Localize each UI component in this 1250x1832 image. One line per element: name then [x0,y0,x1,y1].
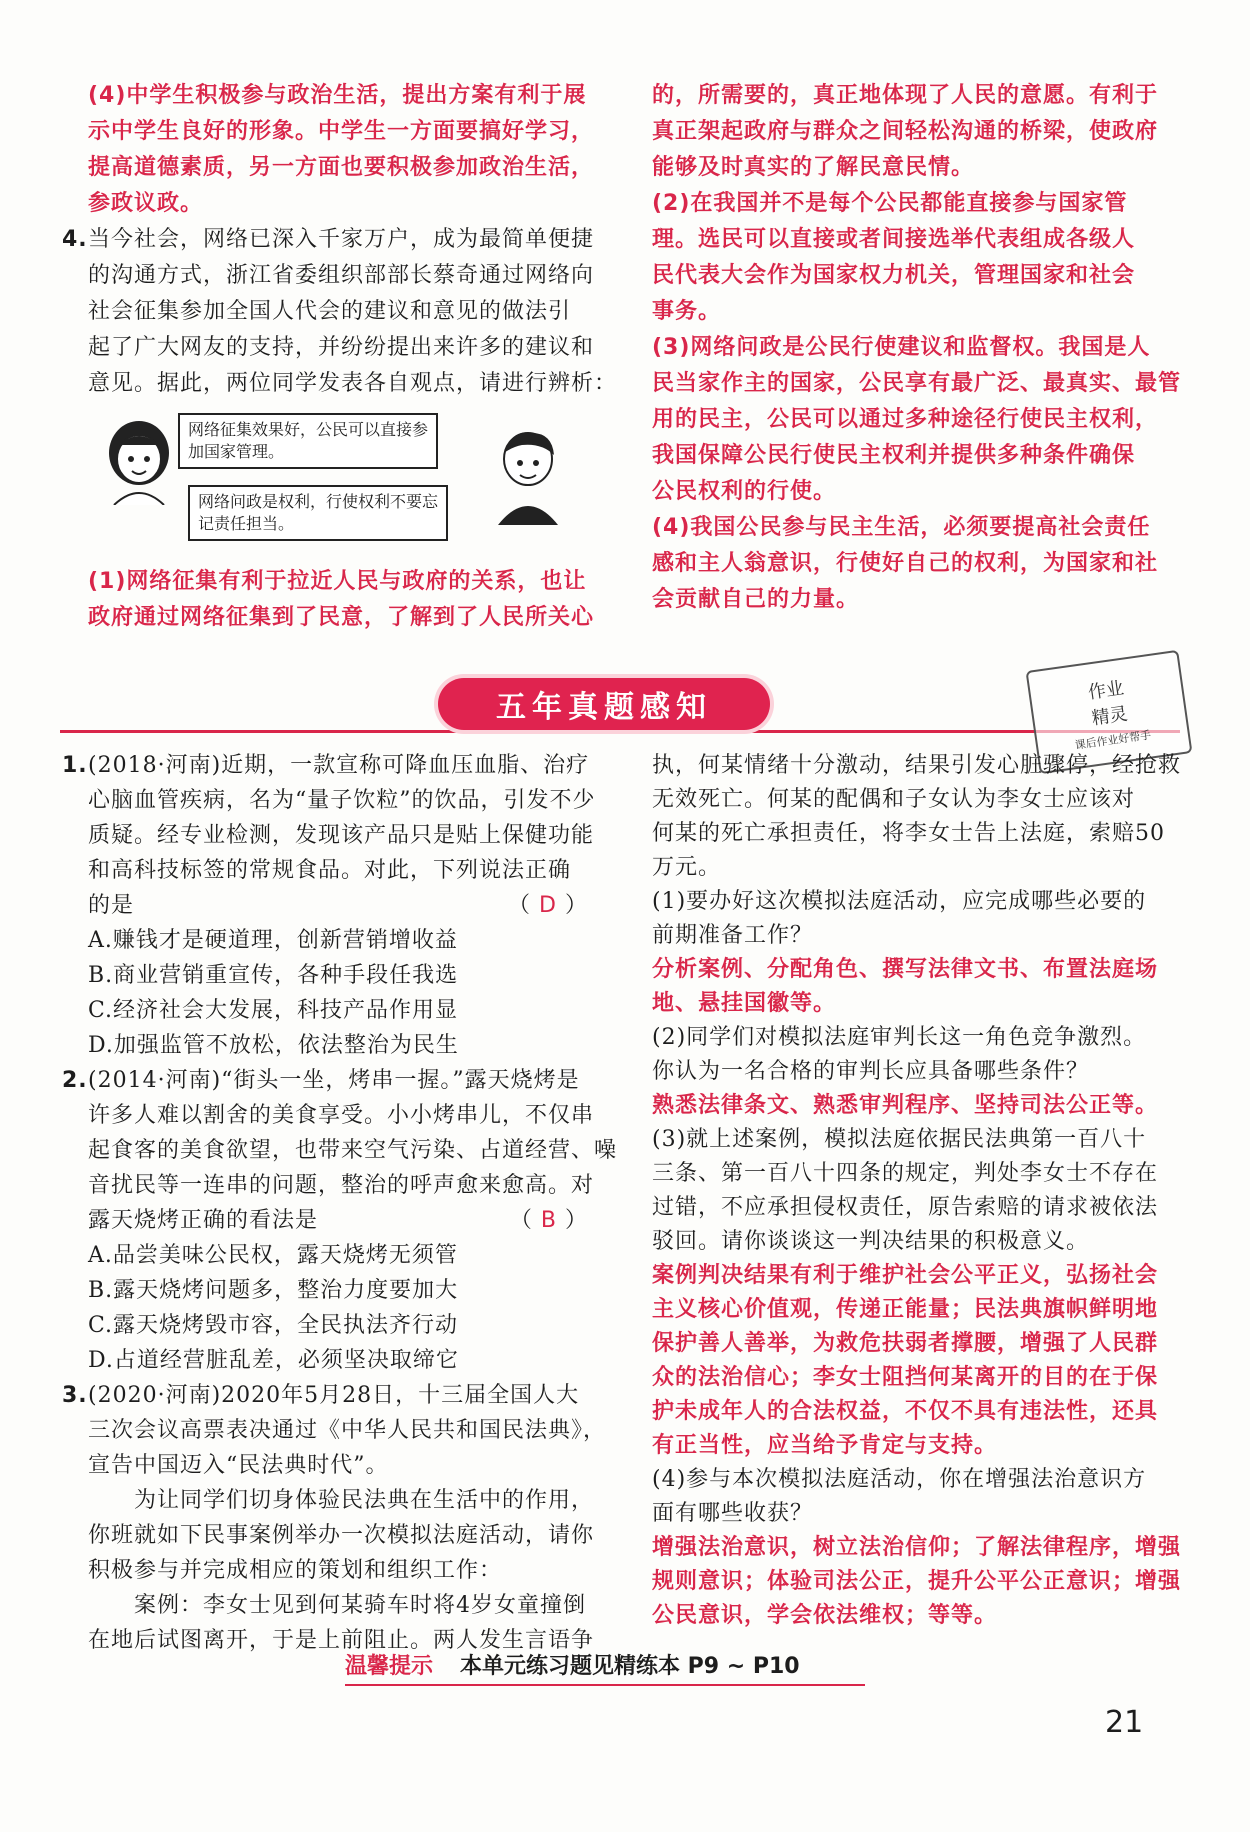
sub-question: 前期准备工作？ [652,923,814,948]
answer-line: (3)网络问政是公民行使建议和监督权。我国是人 [652,335,1151,360]
question-text: 在地后试图离开，于是上前阻止。两人发生言语争 [88,1628,595,1653]
question-text: 执，何某情绪十分激动，结果引发心脏骤停，经抢救 [652,753,1182,778]
question-text: 你班就如下民事案例举办一次模拟法庭活动，请你 [88,1523,595,1548]
question-text: 社会征集参加全国人代会的建议和意见的做法引 [88,299,572,324]
tip-label: 温馨提示 [345,1654,434,1679]
question-number: 2. [62,1068,88,1093]
stamp-slogan: 课后作业好帮手 [1073,728,1152,753]
girl-avatar-icon [100,415,178,505]
stamp-text: 作业 [1086,677,1126,704]
question-text: 当今社会，网络已深入千家万户，成为最简单便捷 [88,227,595,252]
section-divider [60,730,1180,733]
answer-letter: B [540,1208,557,1233]
sub-question: (3)就上述案例，模拟法庭依据民法典第一百八十 [652,1127,1147,1152]
answer-line: 提高道德素质，另一方面也要积极参加政治生活， [88,155,595,180]
speech-bubble-girl [178,413,438,469]
answer-line: 规则意识；体验司法公正，提升公平公正意识；增强 [652,1569,1182,1594]
bubble-text: 记责任担当。 [198,514,295,533]
option: C.经济社会大发展，科技产品作用显 [88,998,459,1023]
answer-line: 能够及时真实的了解民意民情。 [652,155,975,180]
answer-line: 主义核心价值观，传递正能量；民法典旗帜鲜明地 [652,1297,1159,1322]
question-number: 4. [62,227,88,252]
speech-bubble-boy [188,485,448,541]
option: A.赚钱才是硬道理，创新营销增收益 [88,928,458,953]
answer-line: 示中学生良好的形象。中学生一方面要搞好学习， [88,119,595,144]
answer-line: 民代表大会作为国家权力机关，管理国家和社会 [652,263,1136,288]
answer-bracket: （ B ） [509,1208,588,1233]
question-text: 无效死亡。何某的配偶和子女认为李女士应该对 [652,787,1136,812]
sub-question: (4)参与本次模拟法庭活动，你在增强法治意识方 [652,1467,1147,1492]
question-text: 质疑。经专业检测，发现该产品只是贴上保健功能 [88,823,595,848]
question-text: 许多人难以割舍的美食享受。小小烤串儿，不仅串 [88,1103,595,1128]
answer-line: 参政议政。 [88,191,204,216]
option: B.露天烧烤问题多，整治力度要加大 [88,1278,459,1303]
bubble-text: 网络问政是权利，行使权利不要忘 [198,492,439,511]
answer-letter: D [539,893,557,918]
question-number: 1. [62,753,88,778]
option: B.商业营销重宣传，各种手段任我选 [88,963,459,988]
answer-line: 保护善人善举，为救危扶弱者撑腰，增强了人民群 [652,1331,1159,1356]
answer-line: 民当家作主的国家，公民享有最广泛、最真实、最管 [652,371,1182,396]
sub-question: 驳回。请你谈谈这一判决结果的积极意义。 [652,1229,1090,1254]
answer-bracket: （ D ） [508,893,588,918]
question-text: 三次会议高票表决通过《中华人民共和国民法典》， [88,1418,607,1443]
answer-line: 会贡献自己的力量。 [652,587,860,612]
answer-line: (1)网络征集有利于拉近人民与政府的关系，也让 [88,569,587,594]
sub-question: 三条、第一百八十四条的规定，判处李女士不存在 [652,1161,1159,1186]
answer-line: 案例判决结果有利于维护社会公平正义，弘扬社会 [652,1263,1159,1288]
answer-line: (2)在我国并不是每个公民都能直接参与国家管 [652,191,1128,216]
answer-line: 事务。 [652,299,722,324]
sub-question: 面有哪些收获？ [652,1501,814,1526]
sub-question: (1)要办好这次模拟法庭活动，应完成哪些必要的 [652,889,1147,914]
tip-text: 本单元练习题见精练本 P9 ~ P10 [460,1654,800,1679]
question-text: 意见。据此，两位同学发表各自观点，请进行辨析： [88,371,618,396]
boy-avatar-icon [492,425,564,525]
answer-line: 政府通过网络征集到了民意，了解到了人民所关心 [88,605,595,630]
answer-line: 的，所需要的，真正地体现了人民的意愿。有利于 [652,83,1159,108]
question-text: (2018·河南)近期，一款宣称可降血压血脂、治疗 [88,753,590,778]
sub-question: 你认为一名合格的审判长应具备哪些条件？ [652,1059,1090,1084]
answer-line: 护未成年人的合法权益，不仅不具有违法性，还具 [652,1399,1159,1424]
answer-line: (4)我国公民参与民主生活，必须要提高社会责任 [652,515,1151,540]
page-number: 21 [1105,1705,1144,1740]
answer-line: 众的法治信心；李女士阻挡何某离开的目的在于保 [652,1365,1159,1390]
question-text: 为让同学们切身体验民法典在生活中的作用， [88,1488,595,1513]
option: A.品尝美味公民权，露天烧烤无须管 [88,1243,458,1268]
answer-line: 理。选民可以直接或者间接选举代表组成各级人 [652,227,1136,252]
question-text: 心脑血管疾病，名为“量子饮粒”的饮品，引发不少 [88,788,596,813]
bubble-text: 网络征集效果好，公民可以直接参 [188,420,429,439]
question-text: 音扰民等一连串的问题，整治的呼声愈来愈高。对 [88,1173,595,1198]
answer-line: 用的民主，公民可以通过多种途径行使民主权利， [652,407,1159,432]
question-text: 露天烧烤正确的看法是 [88,1208,319,1233]
stamp-text: 精灵 [1090,703,1129,730]
answer-line: 分析案例、分配角色、撰写法律文书、布置法庭场 [652,957,1159,982]
question-text: 和高科技标签的常规食品。对此，下列说法正确 [88,858,572,883]
question-number: 3. [62,1383,88,1408]
question-text: 起了广大网友的支持，并纷纷提出来许多的建议和 [88,335,595,360]
bubble-text: 加国家管理。 [188,442,285,461]
cartoon-illustration [100,405,570,550]
answer-line: 地、悬挂国徽等。 [652,991,837,1016]
answer-line: 有正当性，应当给予肯定与支持。 [652,1433,998,1458]
answer-line: 感和主人翁意识，行使好自己的权利，为国家和社 [652,551,1159,576]
question-text: 何某的死亡承担责任，将李女士告上法庭，索赔50 [652,821,1165,846]
answer-line: 真正架起政府与群众之间轻松沟通的桥梁，使政府 [652,119,1159,144]
question-text: 案例：李女士见到何某骑车时将4岁女童撞倒 [88,1593,586,1618]
answer-line: 公民权利的行使。 [652,479,837,504]
answer-line: (4)中学生积极参与政治生活，提出方案有利于展 [88,83,587,108]
answer-line: 公民意识，学会依法维权；等等。 [652,1603,998,1628]
question-text: 宣告中国迈入“民法典时代”。 [88,1453,389,1478]
answer-line: 熟悉法律条文、熟悉审判程序、坚持司法公正等。 [652,1093,1159,1118]
question-text: (2020·河南)2020年5月28日，十三届全国人大 [88,1383,580,1408]
question-text: 积极参与并完成相应的策划和组织工作： [88,1558,503,1583]
option: D.占道经营脏乱差，必须坚决取缔它 [88,1348,459,1373]
sub-question: (2)同学们对模拟法庭审判长这一角色竞争激烈。 [652,1025,1147,1050]
question-text: 的沟通方式，浙江省委组织部部长蔡奇通过网络向 [88,263,595,288]
answer-line: 增强法治意识，树立法治信仰；了解法律程序，增强 [652,1535,1182,1560]
section-title: 五年真题感知 [438,678,770,730]
footer-tip [345,1650,865,1686]
question-text: 的是 [88,893,135,918]
sub-question: 过错，不应承担侵权责任，原告索赔的请求被依法 [652,1195,1159,1220]
question-text: 万元。 [652,855,722,880]
question-text: 起食客的美食欲望，也带来空气污染、占道经营、噪 [88,1138,618,1163]
option: D.加强监管不放松，依法整治为民生 [88,1033,459,1058]
question-text: (2014·河南)“街头一坐，烤串一握。”露天烧烤是 [88,1068,580,1093]
answer-line: 我国保障公民行使民主权利并提供多种条件确保 [652,443,1136,468]
option: C.露天烧烤毁市容，全民执法齐行动 [88,1313,459,1338]
